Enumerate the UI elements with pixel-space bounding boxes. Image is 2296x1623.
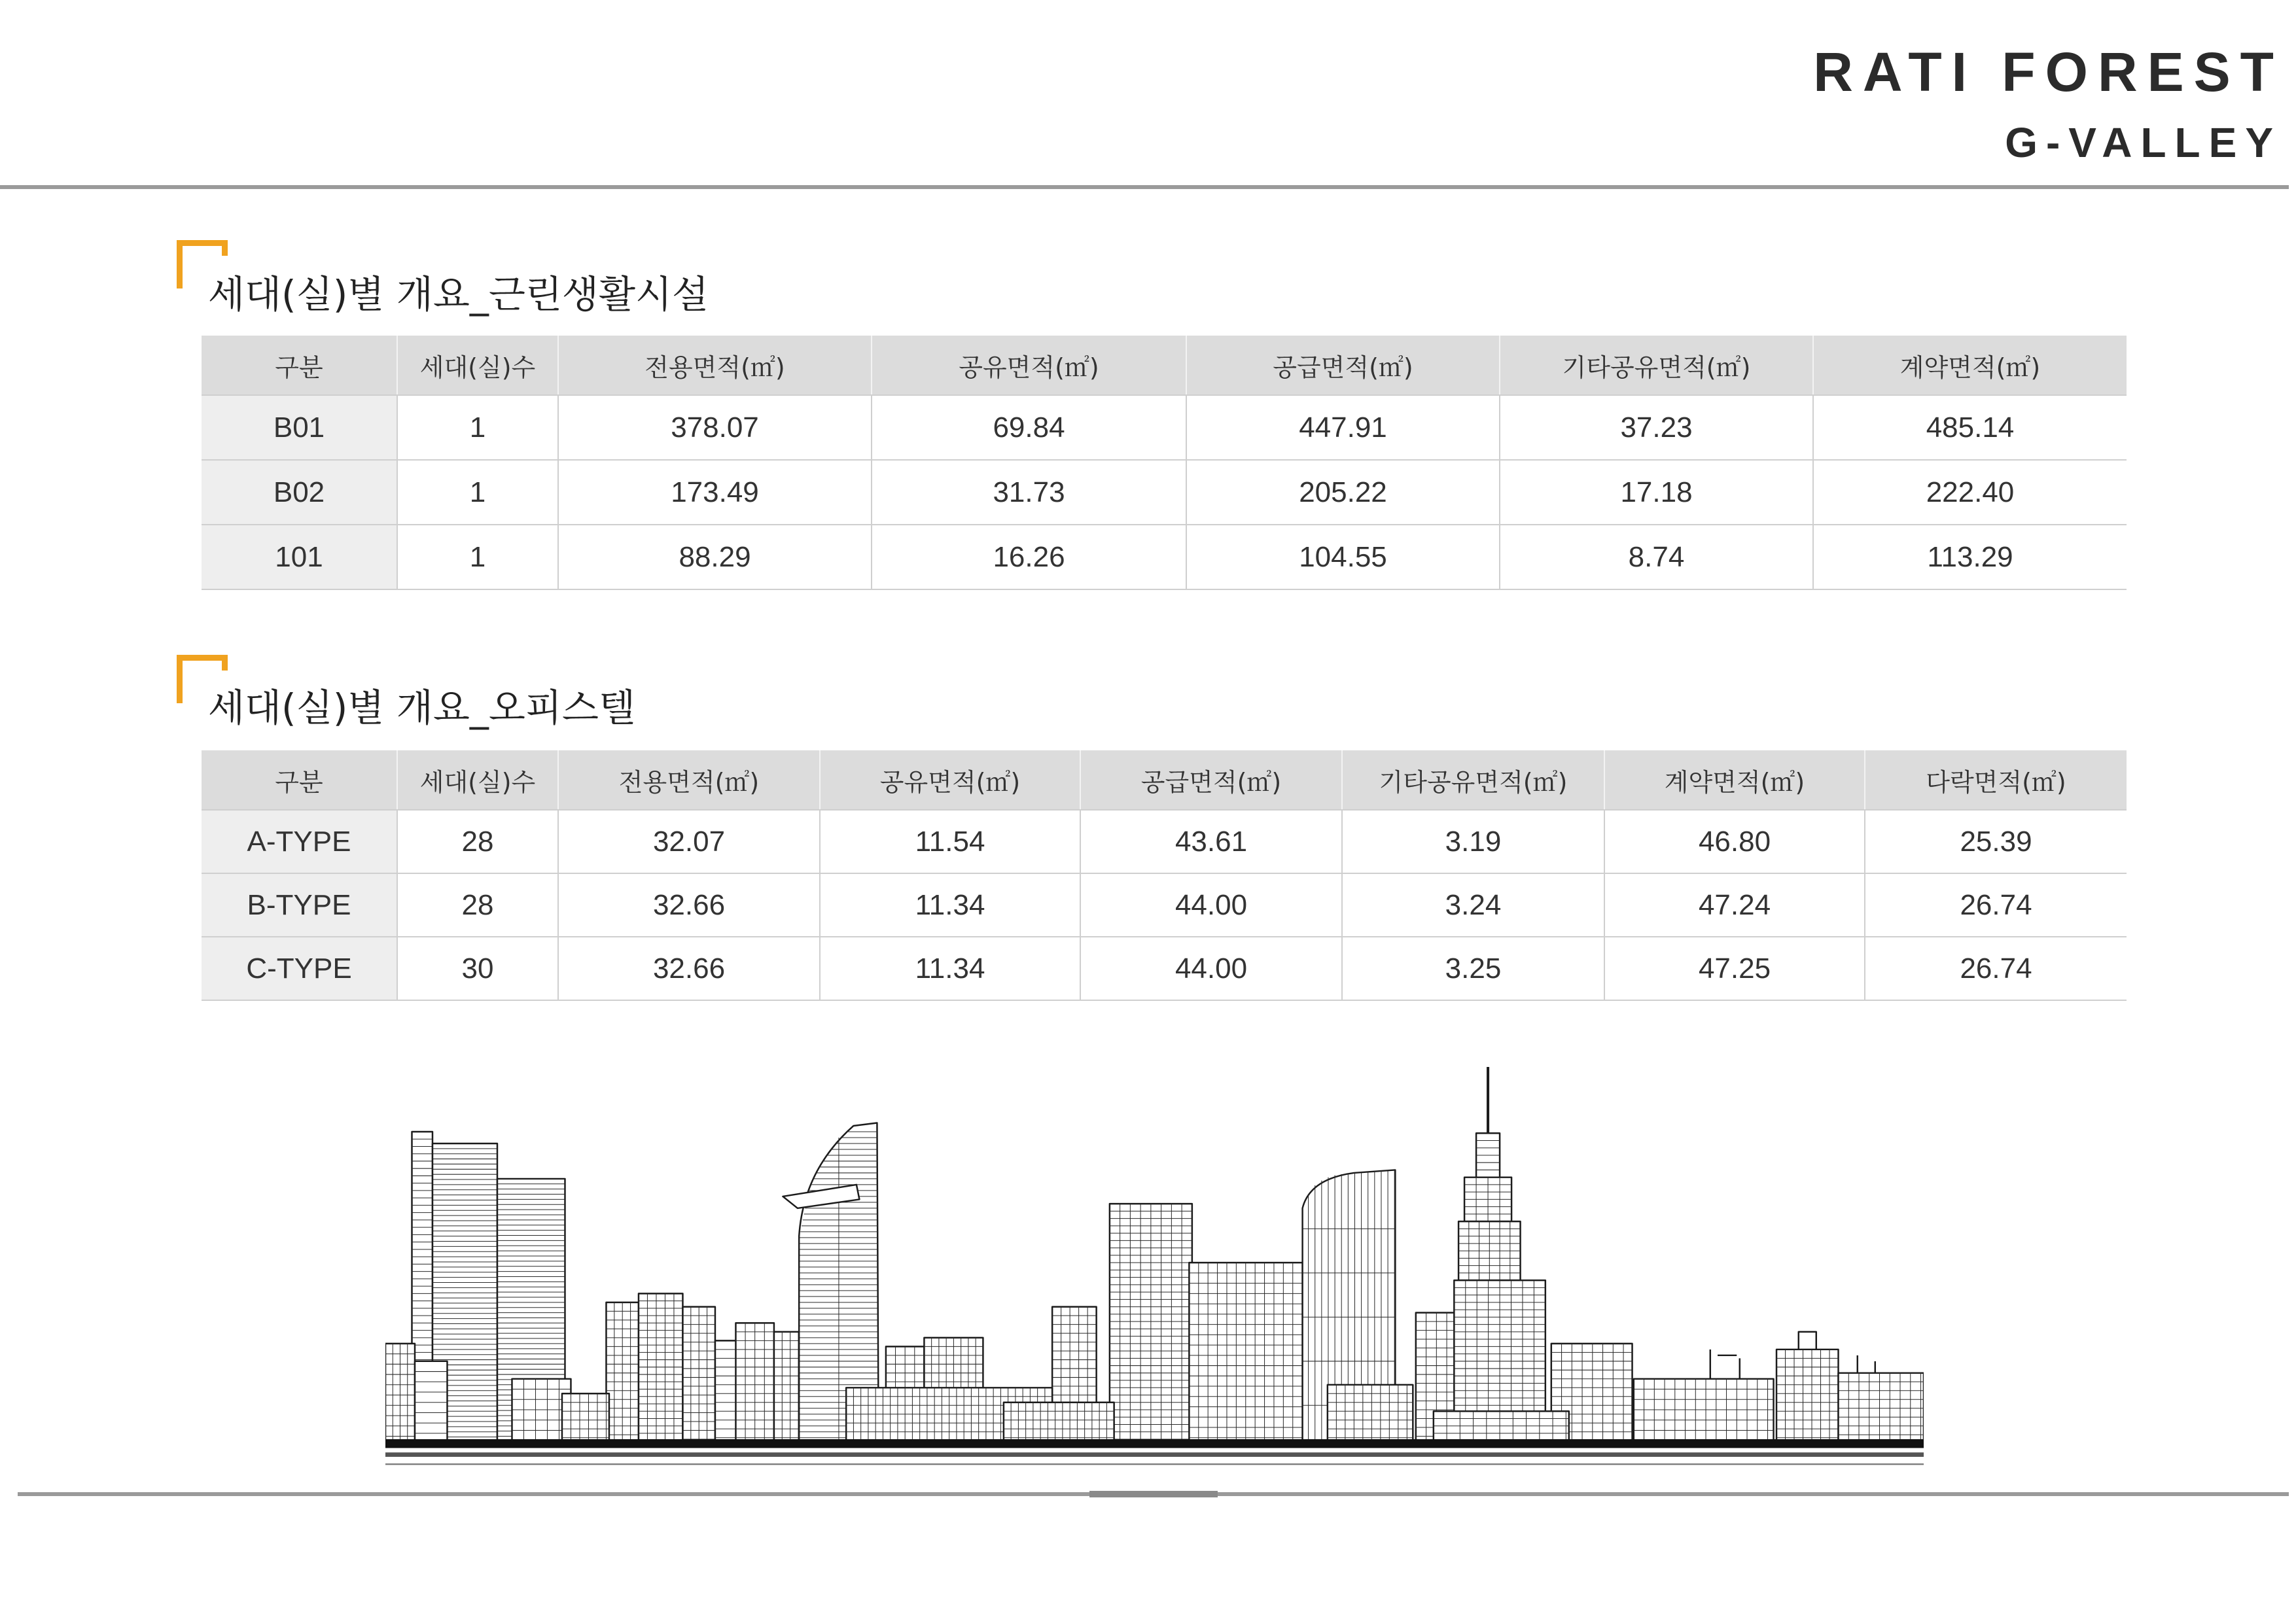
column-header: 공급면적(㎡) [1080, 750, 1342, 810]
table-cell: 47.25 [1604, 937, 1865, 1000]
column-header: 세대(실)수 [397, 336, 558, 395]
table-cell: 485.14 [1813, 395, 2127, 460]
table-cell: 28 [397, 810, 558, 873]
table-cell: 3.24 [1342, 873, 1604, 937]
table-cell: 447.91 [1186, 395, 1500, 460]
section-title-retail: 세대(실)별 개요_근린생활시설 [208, 272, 709, 317]
brand-title: RATI FOREST [1813, 41, 2284, 103]
table-cell: 3.25 [1342, 937, 1604, 1000]
table-header-row [202, 336, 2127, 395]
building [1776, 1350, 1838, 1440]
column-header: 구분 [202, 750, 397, 810]
column-header: 계약면적(㎡) [1813, 336, 2127, 395]
table-cell: 69.84 [872, 395, 1186, 460]
unit-type-cell: B-TYPE [202, 873, 397, 937]
building-top [1799, 1332, 1816, 1350]
table-cell: 173.49 [558, 460, 872, 525]
column-header: 전용면적(㎡) [558, 750, 820, 810]
table-cell: 31.73 [872, 460, 1186, 525]
building [562, 1393, 609, 1440]
unit-type-cell: C-TYPE [202, 937, 397, 1000]
table-cell: 32.07 [558, 810, 820, 873]
table-cell: 88.29 [558, 525, 872, 589]
table-cell: 378.07 [558, 395, 872, 460]
skyline-buildings [385, 1067, 1924, 1440]
table-cell: 11.34 [820, 937, 1080, 1000]
table-row [202, 937, 2127, 1000]
table-row [202, 525, 2127, 589]
table-cell: 46.80 [1604, 810, 1865, 873]
table-row [202, 873, 2127, 937]
building-window-lines [639, 1293, 682, 1440]
table-row [202, 460, 2127, 525]
brand-subtitle: G-VALLEY [2005, 119, 2282, 166]
table-cell: 28 [397, 873, 558, 937]
column-header: 기타공유면적(㎡) [1342, 750, 1604, 810]
table-cell: 11.54 [820, 810, 1080, 873]
table-cell: 17.18 [1500, 460, 1813, 525]
table-cell: 44.00 [1080, 937, 1342, 1000]
building [1839, 1373, 1924, 1440]
riverbank-line [385, 1452, 1924, 1457]
table-cell: 26.74 [1865, 873, 2127, 937]
table-cell: 205.22 [1186, 460, 1500, 525]
table-cell: 1 [397, 525, 558, 589]
table-cell: 32.66 [558, 873, 820, 937]
table-cell: 1 [397, 395, 558, 460]
table-row [202, 395, 2127, 460]
table-cell: 104.55 [1186, 525, 1500, 589]
column-header: 공급면적(㎡) [1186, 336, 1500, 395]
column-header: 기타공유면적(㎡) [1500, 336, 1813, 395]
table-cell: 43.61 [1080, 810, 1342, 873]
table-header-row [202, 750, 2127, 810]
unit-type-cell: A-TYPE [202, 810, 397, 873]
building [1004, 1403, 1114, 1440]
city-skyline-illustration [385, 1067, 1924, 1469]
table-cell: 30 [397, 937, 558, 1000]
section-title-officetel: 세대(실)별 개요_오피스텔 [208, 686, 635, 730]
table-cell: 44.00 [1080, 873, 1342, 937]
table-cell: 47.24 [1604, 873, 1865, 937]
table-cell: 11.34 [820, 873, 1080, 937]
column-header: 공유면적(㎡) [872, 336, 1186, 395]
table-cell: 32.66 [558, 937, 820, 1000]
building [1328, 1385, 1413, 1440]
table-cell: 25.39 [1865, 810, 2127, 873]
table-cell: 26.74 [1865, 937, 2127, 1000]
table-cell: 1 [397, 460, 558, 525]
column-header: 다락면적(㎡) [1865, 750, 2127, 810]
unit-type-cell: B01 [202, 395, 397, 460]
header-divider [0, 185, 2289, 189]
column-header: 세대(실)수 [397, 750, 558, 810]
officetel-units-table [202, 750, 2127, 1001]
unit-type-cell: B02 [202, 460, 397, 525]
building [415, 1361, 447, 1440]
table-row [202, 810, 2127, 873]
table-cell: 8.74 [1500, 525, 1813, 589]
retail-units-table [202, 336, 2127, 590]
column-header: 공유면적(㎡) [820, 750, 1080, 810]
column-header: 구분 [202, 336, 397, 395]
footer-divider-accent [1089, 1491, 1218, 1497]
table-cell: 37.23 [1500, 395, 1813, 460]
table-cell: 3.19 [1342, 810, 1604, 873]
column-header: 전용면적(㎡) [558, 336, 872, 395]
column-header: 계약면적(㎡) [1604, 750, 1865, 810]
ground-line [385, 1439, 1924, 1448]
table-cell: 113.29 [1813, 525, 2127, 589]
unit-type-cell: 101 [202, 525, 397, 589]
table-cell: 16.26 [872, 525, 1186, 589]
table-cell: 222.40 [1813, 460, 2127, 525]
